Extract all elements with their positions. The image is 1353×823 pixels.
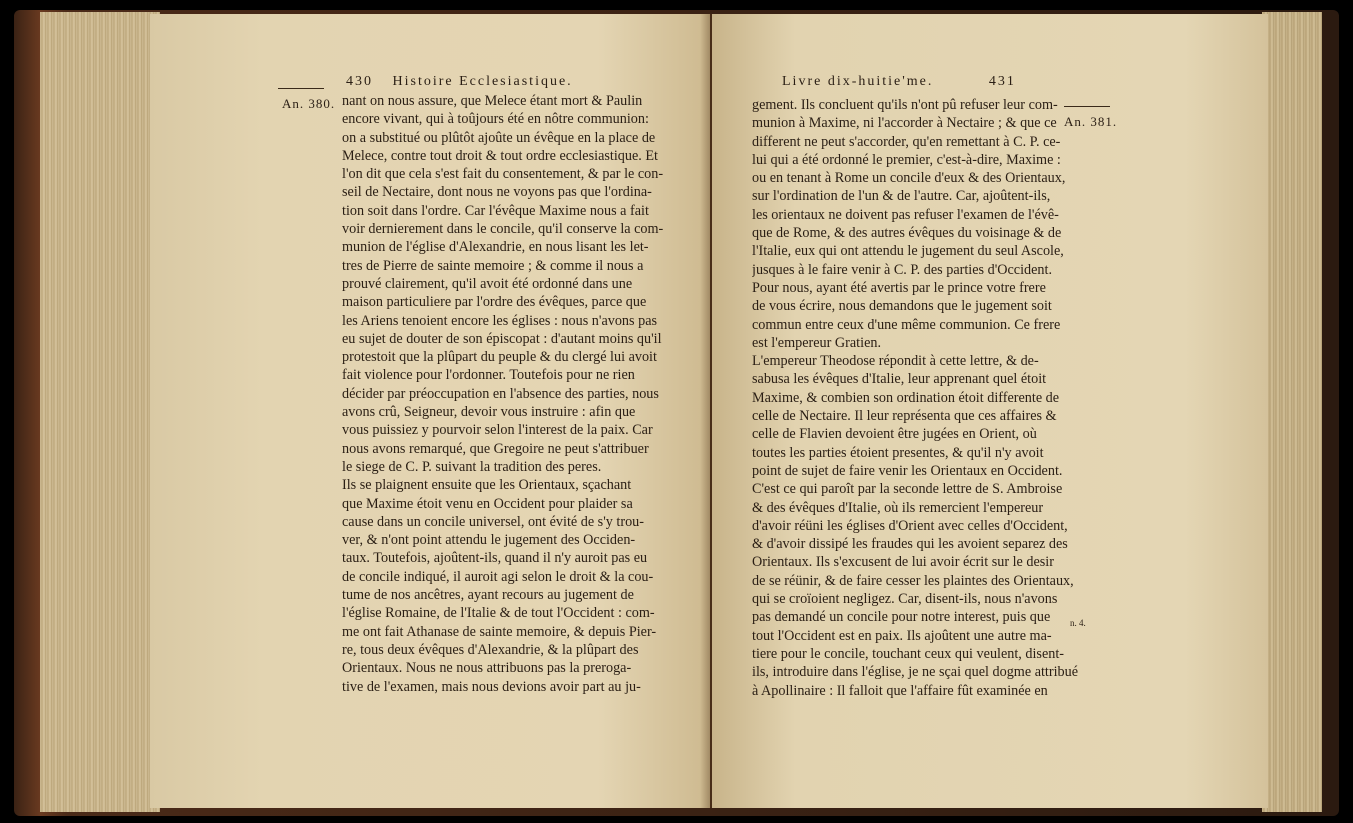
text-line: les orientaux ne doivent pas refuser l'examen de l'évê- — [752, 206, 1059, 223]
text-line: décider par préoccupation en l'absence des parties, nous — [342, 385, 659, 402]
text-line: tres de Pierre de sainte memoire ; & comme il nous a — [342, 257, 644, 274]
text-line: Pour nous, ayant été avertis par le prince votre frere — [752, 279, 1046, 296]
right-running-head — [782, 74, 1016, 90]
text-line: Orientaux. Nous ne nous attribuons pas la preroga- — [342, 660, 632, 677]
text-line: ou en tenant à Rome un concile d'eux & des Orientaux, — [752, 170, 1066, 187]
text-line: munion à Maxime, ni l'accorder à Nectaire ; & que ce — [752, 115, 1057, 132]
text-line: taux. Toutefois, ajoûtent-ils, quand il n'y auroit pas eu — [342, 550, 648, 567]
text-line: Maxime, & combien son ordination étoit differente de — [752, 389, 1060, 406]
right-page-number: 431 — [988, 74, 1016, 89]
text-line: encore vivant, qui à toûjours été en nôtre communion: — [342, 111, 649, 128]
text-line: C'est ce qui paroît par la seconde lettre de S. Ambroise — [752, 481, 1063, 498]
text-line: l'église Romaine, de l'Italie & de tout l'Occident : com- — [342, 605, 655, 622]
text-line: tiere pour le concile, touchant ceux qui veulent, disent- — [752, 645, 1065, 662]
text-line: est l'empereur Gratien. — [752, 334, 882, 351]
text-line: pas demandé un concile pour notre interest, puis que — [752, 609, 1051, 626]
text-line: gement. Ils concluent qu'ils n'ont pû refuser leur com- — [752, 97, 1058, 113]
text-line: L'empereur Theodose répondit à cette lettre, & de- — [752, 353, 1039, 370]
text-line: qui se croïoient negligez. Car, disent-ils, nous n'avons — [752, 591, 1058, 608]
text-line: on a substitué ou plûtôt ajoûte un évêque en la place de — [342, 129, 656, 146]
left-running-head — [346, 74, 573, 90]
left-page — [150, 14, 710, 808]
text-line: point de sujet de faire venir les Orientaux en Occident. — [752, 462, 1063, 479]
right-body-text — [752, 96, 1104, 700]
text-line: Orientaux. Ils s'excusent de lui avoir écrit sur le desir — [752, 554, 1054, 571]
left-page-number: 430 — [346, 74, 373, 89]
text-line: tive de l'examen, mais nous devions avoir part au ju- — [342, 678, 641, 695]
text-line: Ils se plaignent ensuite que les Orientaux, sçachant — [342, 477, 632, 494]
text-line: maison particuliere par l'ordre des évêques, parce que — [342, 294, 647, 311]
text-line: celle de Flavien devoient être jugées en Orient, où — [752, 426, 1037, 443]
text-line: protestoit que la plûpart du peuple & du clergé lui avoit — [342, 349, 657, 366]
text-line: fait violence pour l'ordonner. Toutefois pour ne rien — [342, 367, 635, 384]
left-running-title: Histoire Ecclesiastique. — [392, 74, 573, 89]
text-line: celle de Nectaire. Il leur représenta que ces affaires & — [752, 408, 1057, 425]
text-line: d'avoir réüni les églises d'Orient avec celles d'Occident, — [752, 517, 1068, 534]
text-line: vous puissiez y pourvoir selon l'interest de la paix. Car — [342, 422, 653, 439]
text-line: que Maxime étoit venu en Occident pour plaider sa — [342, 495, 633, 512]
text-line: sabusa les évêques d'Italie, leur apprenant quel étoit — [752, 371, 1047, 388]
page-edges-left — [40, 12, 160, 812]
text-line: nant on nous assure, que Melece étant mort & Paulin — [342, 93, 643, 109]
text-line: l'Italie, eux qui ont attendu le jugement du seul Ascole, — [752, 243, 1064, 260]
text-line: que de Rome, & des autres évêques du voisinage & de — [752, 225, 1062, 242]
text-line: de vous écrire, nous demandons que le jugement soit — [752, 298, 1052, 315]
text-line: voir dernierement dans le concile, qu'il conserve la com- — [342, 221, 664, 238]
text-line: ver, & n'ont point attendu le jugement des Occiden- — [342, 532, 636, 549]
text-line: & des évêques d'Italie, où ils remercient l'empereur — [752, 499, 1044, 516]
text-line: eu sujet de douter de son épiscopat : d'autant moins qu'il — [342, 330, 662, 347]
text-line: me ont fait Athanase de sainte memoire, & depuis Pier- — [342, 623, 657, 640]
text-line: jusques à le faire venir à C. P. des parties d'Occident. — [752, 261, 1053, 278]
text-line: les Ariens tenoient encore les églises : nous n'avons pas — [342, 312, 658, 329]
page-edges-right — [1262, 12, 1322, 812]
text-line: de concile indiqué, il auroit agi selon le droit & la cou- — [342, 568, 654, 585]
right-margin-year: An. 381. — [1064, 114, 1118, 129]
text-line: tume de nos ancêtres, ayant recours au jugement de — [342, 587, 634, 604]
text-line: toutes les parties étoient presentes, & qu'il n'y avoit — [752, 444, 1044, 461]
text-line: lui qui a été ordonné le premier, c'est-à-dire, Maxime : — [752, 151, 1061, 168]
left-margin-year: An. 380. — [282, 96, 336, 111]
right-margin-small-note: n. 4. — [1070, 618, 1086, 628]
text-line: different ne peut s'accorder, qu'en remettant à C. P. ce- — [752, 133, 1061, 150]
text-line: avons crû, Seigneur, devoir vous instruire : afin que — [342, 404, 636, 421]
text-line: de se réünir, & de faire cesser les plaintes des Orientaux, — [752, 572, 1074, 589]
text-line: munion de l'église d'Alexandrie, en nous lisant les let- — [342, 239, 649, 256]
text-line: prouvé clairement, qu'il avoit été ordonné dans une — [342, 275, 633, 292]
text-line: re, tous deux évêques d'Alexandrie, & la plûpart des — [342, 641, 639, 658]
text-line: commun entre ceux d'une même communion. Ce frere — [752, 316, 1061, 333]
text-line: & d'avoir dissipé les fraudes qui les avoient separez des — [752, 536, 1068, 553]
right-running-title: Livre dix-huitie'me. — [782, 74, 934, 89]
text-line: à Apollinaire : Il falloit que l'affaire fût examinée en — [752, 682, 1048, 699]
text-line: cause dans un concile universel, ont évité de s'y trou- — [342, 513, 644, 530]
text-line: sur l'ordination de l'un & de l'autre. Car, ajoûtent-ils, — [752, 188, 1051, 205]
text-line: l'on dit que cela s'est fait du consentement, & par le con- — [342, 166, 664, 183]
text-line: ils, introduire dans l'église, je ne sçai quel dogme attribué — [752, 664, 1079, 681]
left-margin-rule — [278, 88, 324, 89]
text-line: nous avons remarqué, que Gregoire ne peut s'attribuer — [342, 440, 649, 457]
text-line: seil de Nectaire, dont nous ne voyons pas que l'ordina- — [342, 184, 652, 201]
text-line: Melece, contre tout droit & tout ordre ecclesiastique. Et — [342, 147, 658, 164]
text-line: tout l'Occident est en paix. Ils ajoûtent une autre ma- — [752, 627, 1052, 644]
right-page — [712, 14, 1268, 808]
text-line: tion soit dans l'ordre. Car l'évêque Maxime nous a fait — [342, 202, 649, 219]
text-line: le siege de C. P. suivant la tradition des peres. — [342, 458, 602, 475]
left-body-text — [342, 92, 692, 696]
